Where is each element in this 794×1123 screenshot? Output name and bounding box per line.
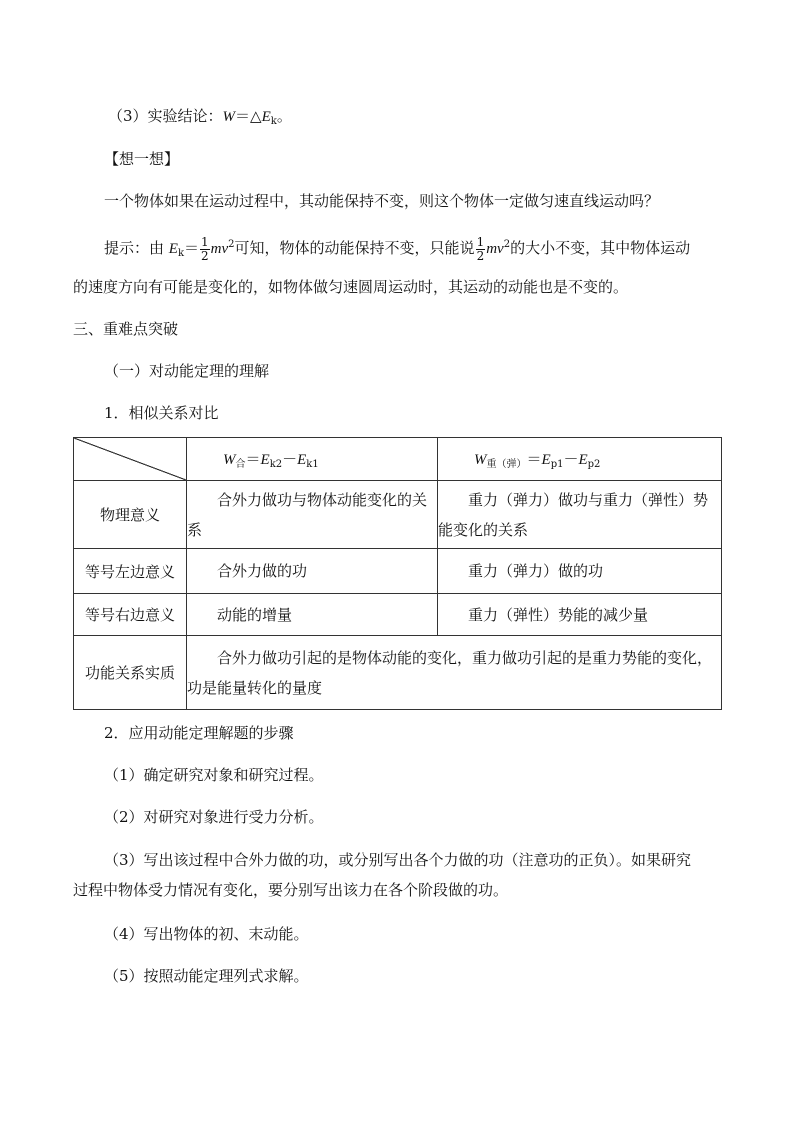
var-e: E xyxy=(297,452,307,468)
frac-num: 1 xyxy=(201,234,209,249)
row-label: 物理意义 xyxy=(74,481,187,549)
cell-kinetic: 合外力做功与物体动能变化的关系 xyxy=(187,481,438,549)
var-e: E xyxy=(578,452,588,468)
row-label: 等号右边意义 xyxy=(74,594,187,636)
step-3-line-1: （3）写出该过程中合外力做的功，或分别写出各个力做的功（注意功的正负）。如果研究 xyxy=(104,851,692,869)
step-5: （5）按照动能定理列式求解。 xyxy=(104,967,309,985)
step-2: （2）对研究对象进行受力分析。 xyxy=(104,808,324,826)
think-heading: 【想一想】 xyxy=(104,150,180,168)
item1-title: 1．相似关系对比 xyxy=(104,404,219,422)
var-e: E xyxy=(261,109,271,125)
sup-2: 2 xyxy=(503,239,511,250)
frac-den: 2 xyxy=(201,248,209,263)
var-w: W xyxy=(223,452,236,468)
hint-mid: 可知，物体的动能保持不变，只能说 xyxy=(234,239,475,257)
comparison-table xyxy=(73,437,722,710)
sub-k2: k2 xyxy=(269,459,283,470)
diagonal-header-cell xyxy=(74,438,187,481)
question-text: 一个物体如果在运动过程中，其动能保持不变，则这个物体一定做匀速直线运动吗？ xyxy=(104,192,660,210)
cell-kinetic: 合外力做的功 xyxy=(187,549,438,594)
sub-zhong-tan: 重（弹） xyxy=(486,459,527,470)
table-row xyxy=(74,636,722,710)
hint-prefix: 提示：由 xyxy=(104,239,169,257)
var-e: E xyxy=(260,452,270,468)
var-mv: mv xyxy=(486,241,504,257)
step-3-line-2: 过程中物体受力情况有变化，要分别写出该力在各个阶段做的功。 xyxy=(73,881,509,899)
eq-delta: ＝△ xyxy=(235,107,262,125)
sub-p2: p2 xyxy=(587,459,601,470)
diagonal-line xyxy=(74,438,186,480)
minus-sign: － xyxy=(563,450,579,468)
cell-potential: 重力（弹性）势能的减少量 xyxy=(438,594,722,636)
cell-merged: 合外力做功引起的是物体动能的变化，重力做功引起的是重力势能的变化，功是能量转化的量度 xyxy=(187,636,722,710)
step-4: （4）写出物体的初、末动能。 xyxy=(104,925,309,943)
frac-den: 2 xyxy=(476,248,485,263)
header-cell-kinetic xyxy=(187,438,438,481)
period: 。 xyxy=(276,107,292,125)
subsection-title: （一）对动能定理的理解 xyxy=(104,362,270,380)
sub-k1: k1 xyxy=(306,459,319,470)
cell-potential: 重力（弹力）做的功 xyxy=(438,549,722,594)
section-title: 三、重难点突破 xyxy=(73,320,179,338)
sup-2: 2 xyxy=(228,239,235,250)
header-cell-potential xyxy=(438,438,722,481)
var-e: E xyxy=(541,452,551,468)
var-w: W xyxy=(222,109,236,125)
row-label: 功能关系实质 xyxy=(74,636,187,710)
sub-k: k xyxy=(270,116,277,127)
hint-line-1 xyxy=(104,228,690,271)
sub-p1: p1 xyxy=(550,459,564,470)
sub-k: k xyxy=(177,248,185,259)
table-row xyxy=(74,549,722,594)
eq-sign: ＝ xyxy=(245,450,261,468)
fraction-half xyxy=(200,236,210,263)
table-row xyxy=(74,481,722,549)
fraction-half-2 xyxy=(476,236,486,263)
eq-sign: ＝ xyxy=(526,450,542,468)
minus-sign: － xyxy=(282,450,298,468)
hint-line-2: 的速度方向有可能是变化的，如物体做匀速圆周运动时，其运动的动能也是不变的。 xyxy=(73,278,629,296)
cell-potential: 重力（弹力）做功与重力（弹性）势能变化的关系 xyxy=(438,481,722,549)
table-header-row xyxy=(74,438,722,481)
conclusion-line xyxy=(108,105,292,127)
eq-sign: ＝ xyxy=(184,239,200,257)
cell-kinetic: 动能的增量 xyxy=(187,594,438,636)
row-label: 等号左边意义 xyxy=(74,549,187,594)
table-row xyxy=(74,594,722,636)
sub-he: 合 xyxy=(235,459,246,470)
var-mv: mv xyxy=(210,241,229,257)
hint-tail: 的大小不变，其中物体运动 xyxy=(510,239,691,257)
step-1: （1）确定研究对象和研究过程。 xyxy=(104,766,324,784)
item2-title: 2．应用动能定理解题的步骤 xyxy=(104,724,294,742)
frac-num: 1 xyxy=(476,234,485,249)
conclusion-prefix: （3）实验结论： xyxy=(108,107,223,125)
var-w: W xyxy=(474,452,487,468)
var-e: E xyxy=(168,241,178,257)
